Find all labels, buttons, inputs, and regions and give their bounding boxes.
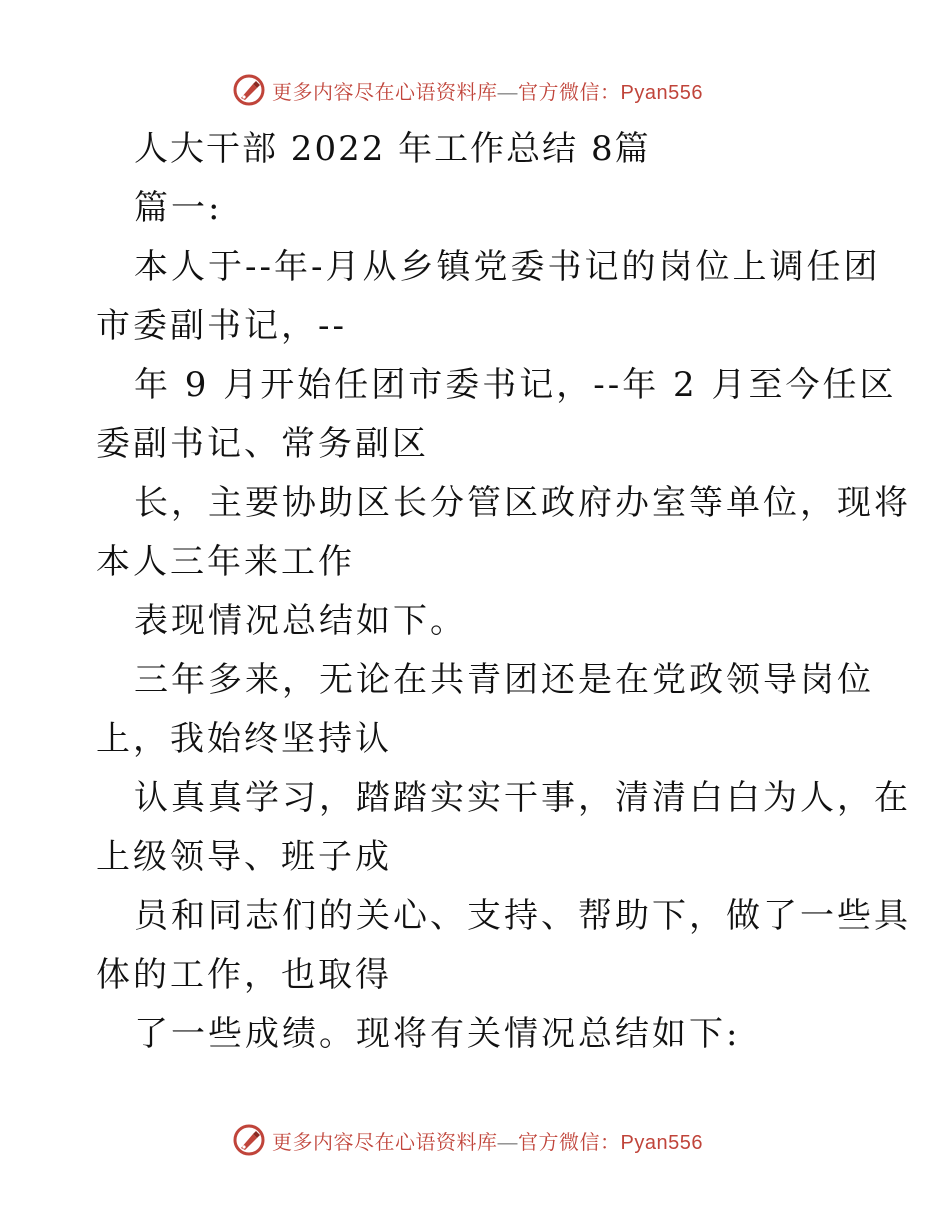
section-heading: 篇一: — [134, 188, 223, 228]
watermark-banner-bottom — [232, 1120, 752, 1160]
paragraph-line: 上级领导、班子成 — [96, 837, 392, 877]
watermark-account: Pyan556 — [620, 1131, 703, 1154]
paragraph-line: 认真真学习，踏踏实实干事，清清白白为人，在 — [134, 778, 911, 818]
document-body — [96, 120, 911, 1064]
paragraph-line: 体的工作，也取得 — [96, 955, 392, 995]
paragraph-line: 三年多来，无论在共青团还是在党政领导岗位 — [134, 660, 874, 700]
watermark-text — [272, 76, 703, 105]
paragraph-line: 长，主要协助区长分管区政府办室等单位，现将 — [134, 483, 911, 523]
paragraph-line: 委副书记、常务副区 — [96, 424, 429, 464]
watermark-official-label: 官方微信： — [518, 81, 621, 104]
paragraph-line: 市委副书记，-- — [96, 306, 347, 346]
watermark-text — [272, 1126, 703, 1155]
watermark-account: Pyan556 — [620, 81, 703, 104]
pen-logo-icon — [232, 73, 266, 107]
paragraph-line: 本人于--年-月从乡镇党委书记的岗位上调任团 — [134, 247, 881, 287]
paragraph-line: 员和同志们的关心、支持、帮助下，做了一些具 — [134, 896, 911, 936]
pen-logo-icon — [232, 1123, 266, 1157]
document-title: 人大干部 2022 年工作总结 8篇 — [134, 129, 651, 169]
watermark-separator: — — [497, 81, 518, 104]
watermark-official-label: 官方微信： — [518, 1131, 621, 1154]
paragraph-line: 本人三年来工作 — [96, 542, 355, 582]
watermark-banner-top — [232, 70, 752, 110]
paragraph-line: 表现情况总结如下。 — [134, 601, 467, 641]
paragraph-line: 了一些成绩。现将有关情况总结如下: — [134, 1014, 741, 1054]
paragraph-line: 年 9 月开始任团市委书记，--年 2 月至今任区 — [134, 365, 897, 405]
watermark-library-name: 更多内容尽在心语资料库 — [272, 81, 498, 104]
paragraph-line: 上，我始终坚持认 — [96, 719, 392, 759]
watermark-library-name: 更多内容尽在心语资料库 — [272, 1131, 498, 1154]
watermark-separator: — — [497, 1131, 518, 1154]
